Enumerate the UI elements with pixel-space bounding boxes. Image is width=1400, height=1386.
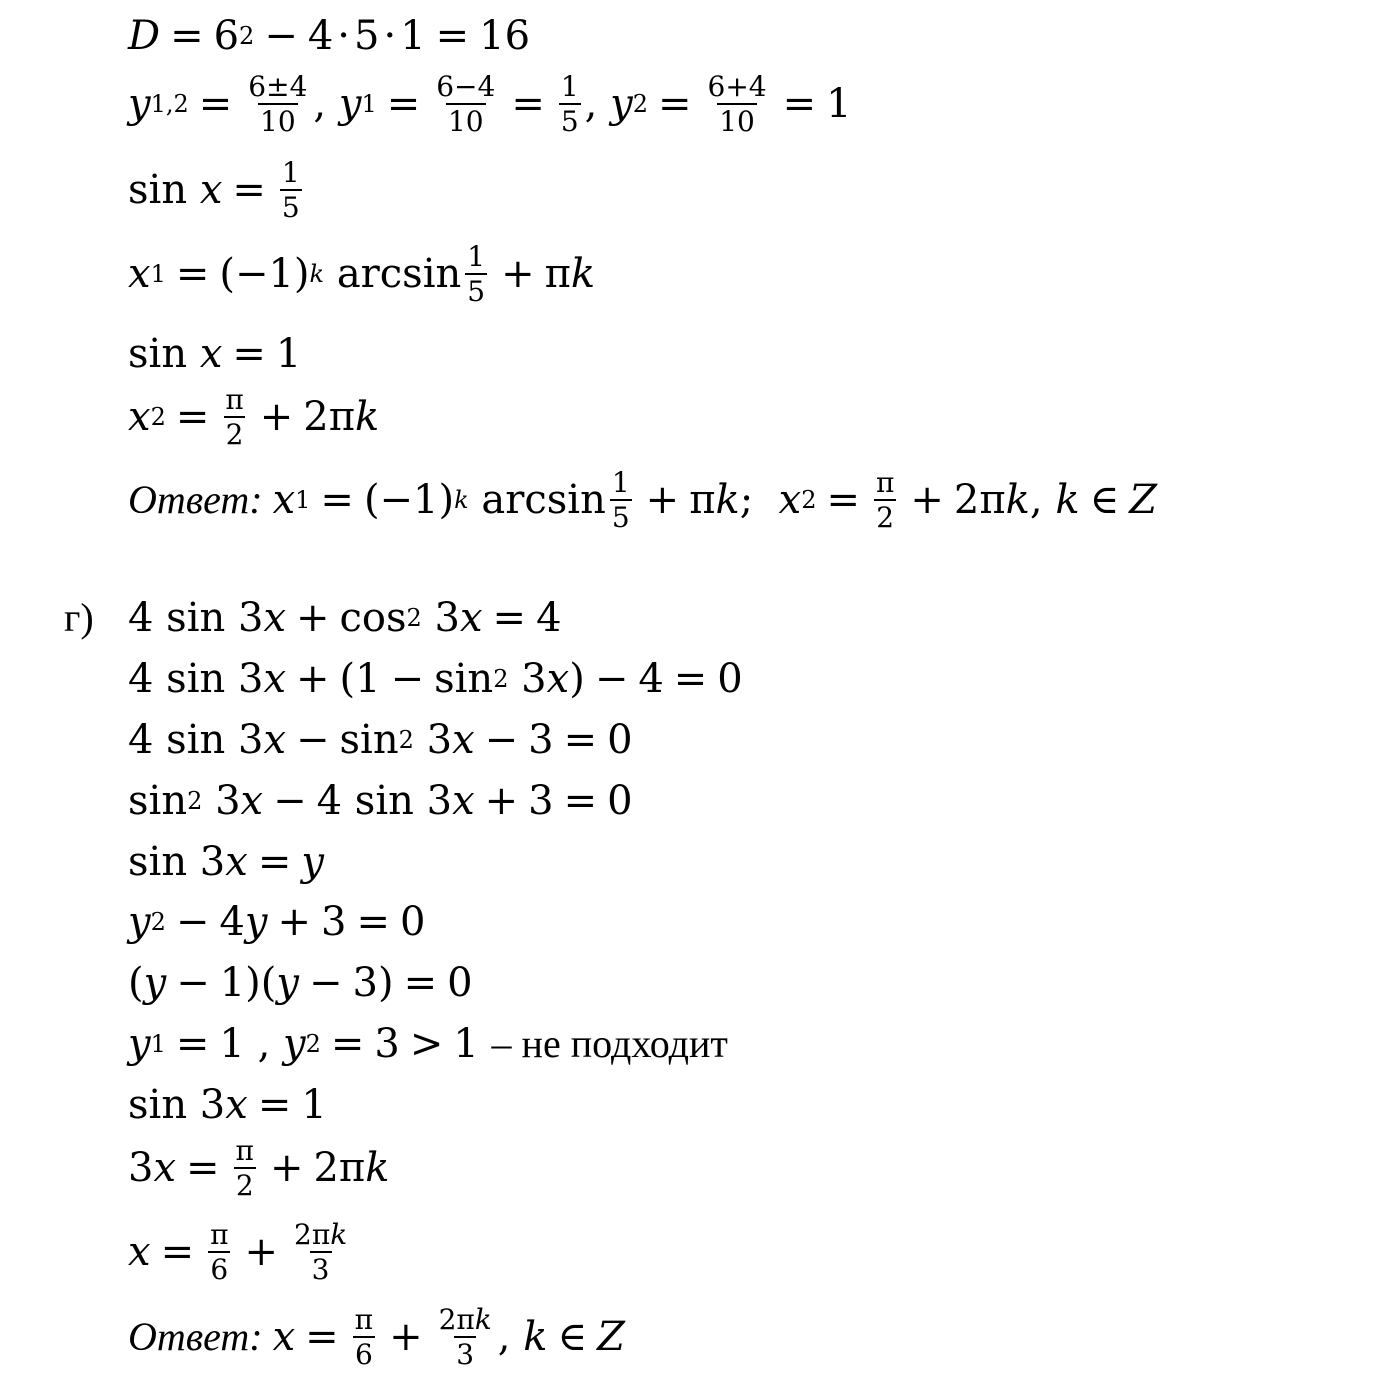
equation-discriminant: D = 6 2 − 4 · 5 · 1 = 16 [128,13,531,59]
equation-original: 4 sin 3 x + cos 2 3 x = 4 [128,595,562,641]
equation-x: x = $\frac{\pi}{6}$ + $\frac{2\pi k}{3}$ [128,1218,348,1287]
equation-3x: 3 x = $\frac{\pi}{2}$ + 2π k [128,1134,390,1203]
equation-reordered: sin 2 3 x − 4 sin 3 x + 3 = 0 [128,778,633,824]
equation-factored: ( y − 1)( y − 3) = 0 [128,960,473,1006]
answer-second: Ответ: x = $\frac{\pi}{6}$ + $\frac{2\pi k}{3}$ , k ∈ Z [128,1303,625,1372]
equation-sin-x-one: sin x = 1 [128,331,302,377]
part-label: г) [64,595,94,640]
equation-roots-y: y 1,2 = $\frac{6\pm 4}{10}$ , y 1 = $\frac{6-4}{10}$ = $\frac{1}{5}$ , y 2 = $\frac{6+4}{10}$ = 1 [128,70,852,139]
equation-x1: x 1 = (−1) k arcsin $\frac{1}{5}$ + π k [128,240,596,309]
equation-quadratic: y 2 − 4 y + 3 = 0 [128,899,426,945]
answer-first: Ответ: x 1 = (−1) k arcsin $\frac{1}{5}$ + π k ; x 2 = $\frac{\pi}{2}$ + 2π k , k ∈ Z [128,466,1158,535]
equation-substitution: sin 3 x = y [128,839,324,885]
equation-sin-x-one-fifth: sin x = $\frac{1}{5}$ [128,156,300,225]
equation-simplified: 4 sin 3 x − sin 2 3 x − 3 = 0 [128,717,633,763]
equation-sin-3x-one: sin 3 x = 1 [128,1082,327,1128]
equation-substituted: 4 sin 3 x + (1 − sin 2 3 x ) − 4 = 0 [128,656,743,702]
equation-x2: x 2 = $\frac{\pi}{2}$ + 2π k [128,383,380,452]
equation-y-roots: y 1 = 1 , y 2 = 3 > 1 – не подходит [128,1021,728,1067]
